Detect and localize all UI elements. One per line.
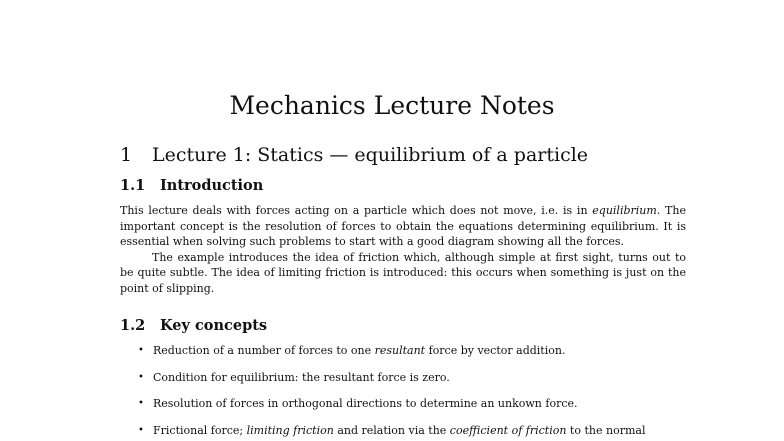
bullet-marker: • bbox=[138, 371, 144, 383]
list-item bbox=[138, 396, 686, 412]
intro-text-end: . The important concept is the resolution of forces to obtain the equations determining equilibrium. It is essential when solving such problems to start with a good diagram showing all the forces. bbox=[120, 204, 686, 248]
list-item bbox=[138, 343, 686, 359]
section-title: Lecture 1: Statics — equilibrium of a particle bbox=[152, 144, 589, 166]
list-item bbox=[138, 423, 686, 439]
friction-paragraph: The example introduces the idea of friction which, although simple at first sight, turns out to be quite subtle. The idea of limiting friction is introduced: this occurs when something is just on the point of slipping. bbox=[120, 250, 686, 295]
subsection-heading-introduction bbox=[120, 176, 263, 196]
item-text: Condition for equilibrium: the resultant force is zero. bbox=[153, 370, 450, 384]
item-emphasis: coefficient of friction bbox=[449, 423, 567, 437]
section-heading bbox=[120, 142, 588, 168]
item-text: to the normal bbox=[566, 423, 646, 437]
item-text: and relation via the bbox=[333, 423, 450, 437]
subsection-title: Key concepts bbox=[160, 317, 268, 334]
document-title: Mechanics Lecture Notes bbox=[229, 91, 555, 120]
item-emphasis: resultant bbox=[374, 344, 426, 357]
introduction-paragraph bbox=[120, 203, 686, 296]
subsection-number: 1.1 bbox=[120, 177, 146, 194]
key-concepts-list bbox=[138, 343, 686, 441]
bullet-marker: • bbox=[138, 398, 144, 409]
item-text: Frictional force; bbox=[153, 423, 247, 437]
subsection-number: 1.2 bbox=[120, 317, 146, 334]
item-emphasis: limiting friction bbox=[246, 423, 334, 437]
bullet-marker: • bbox=[138, 424, 144, 436]
bullet-marker: • bbox=[138, 345, 144, 356]
intro-text-start: This lecture deals with forces acting on a particle which does not move, i.e. is in bbox=[120, 204, 593, 217]
intro-emphasis-equilibrium: equilibrium bbox=[592, 204, 657, 217]
section-number: 1 bbox=[120, 144, 133, 166]
item-text: force by vector addition. bbox=[425, 344, 566, 357]
subsection-heading-key-concepts bbox=[120, 316, 267, 336]
item-text: Resolution of forces in orthogonal directions to determine an unkown force. bbox=[153, 397, 578, 410]
item-text: Reduction of a number of forces to one bbox=[153, 344, 375, 357]
subsection-title: Introduction bbox=[160, 177, 264, 194]
list-item bbox=[138, 370, 686, 386]
